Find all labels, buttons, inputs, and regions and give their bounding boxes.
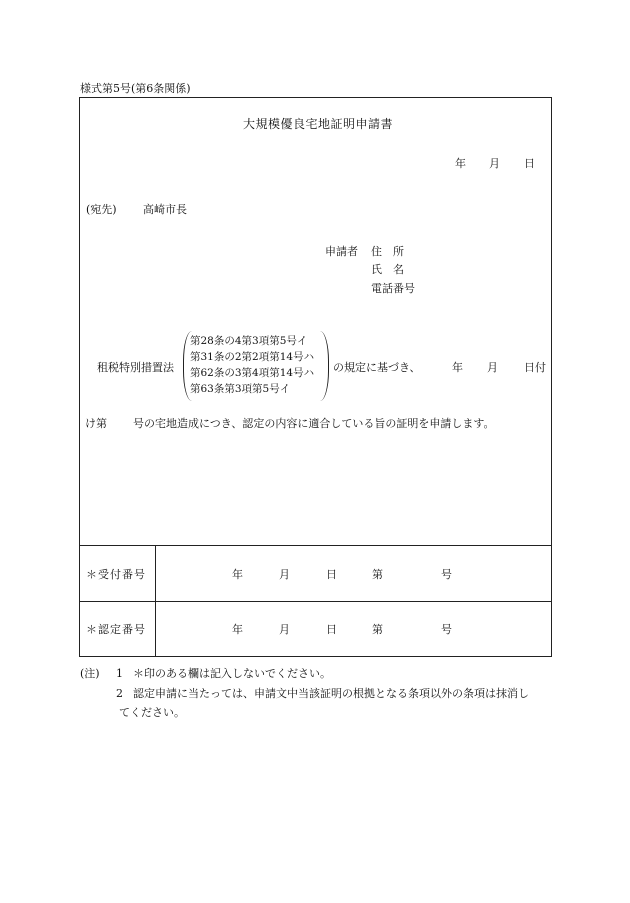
provision-item: 第62条の3第4項第14号ハ [190,367,315,379]
provision-item: 第28条の4第3項第5号イ [190,335,308,347]
provision-item: 第63条第3項第5号イ [190,383,291,395]
note-text: ＊印のある欄は記入しないでください。 [133,667,331,680]
reception-number-label: ＊受付番号 [86,568,146,581]
reception-day-label: 日 [326,568,337,581]
row-divider-top [80,545,551,546]
certification-go-label: 号 [441,623,452,636]
based-on-text: の規定に基づき、 [333,361,421,374]
law-name: 租税特別措置法 [97,361,174,374]
certification-number-label: ＊認定番号 [86,623,146,636]
reception-dai-label: 第 [372,568,383,581]
addressee-prefix: (宛先) [86,203,117,216]
note-number: 2 [116,687,123,700]
applicant-phone-label: 電話番号 [371,282,415,295]
applicant-address-label: 住 所 [371,245,404,258]
applicant-label: 申請者 [325,245,358,258]
addressee-name: 高崎市長 [143,203,187,216]
certification-dai-label: 第 [372,623,383,636]
date-year-label: 年 [455,157,466,170]
reception-month-label: 月 [279,568,290,581]
reception-go-label: 号 [441,568,452,581]
provision-item: 第31条の2第2項第14号ハ [190,351,315,363]
notes-label: (注) [80,667,100,680]
body-line2-text: 号の宅地造成につき、認定の内容に適合している旨の証明を申請します。 [133,417,495,430]
form-title: 大規模優良宅地証明申請書 [243,117,394,131]
law-month-label: 月 [487,361,498,374]
applicant-name-label: 氏 名 [371,263,404,276]
date-day-label: 日 [524,157,535,170]
note-number: 1 [116,667,123,680]
reception-year-label: 年 [232,568,243,581]
certification-year-label: 年 [232,623,243,636]
row-divider-middle [80,601,551,602]
label-column-divider [155,545,156,657]
certification-month-label: 月 [279,623,290,636]
note-text: 認定申請に当たっては、申請文中当該証明の根拠となる条項以外の条項は抹消し [133,687,529,700]
law-year-label: 年 [452,361,463,374]
law-date-suffix: 日付 [524,361,546,374]
certification-day-label: 日 [326,623,337,636]
form-number: 様式第5号(第6条関係) [80,82,191,95]
note-text-continued: てください。 [119,706,185,719]
body-line2-prefix: け第 [85,417,107,430]
date-month-label: 月 [489,157,500,170]
